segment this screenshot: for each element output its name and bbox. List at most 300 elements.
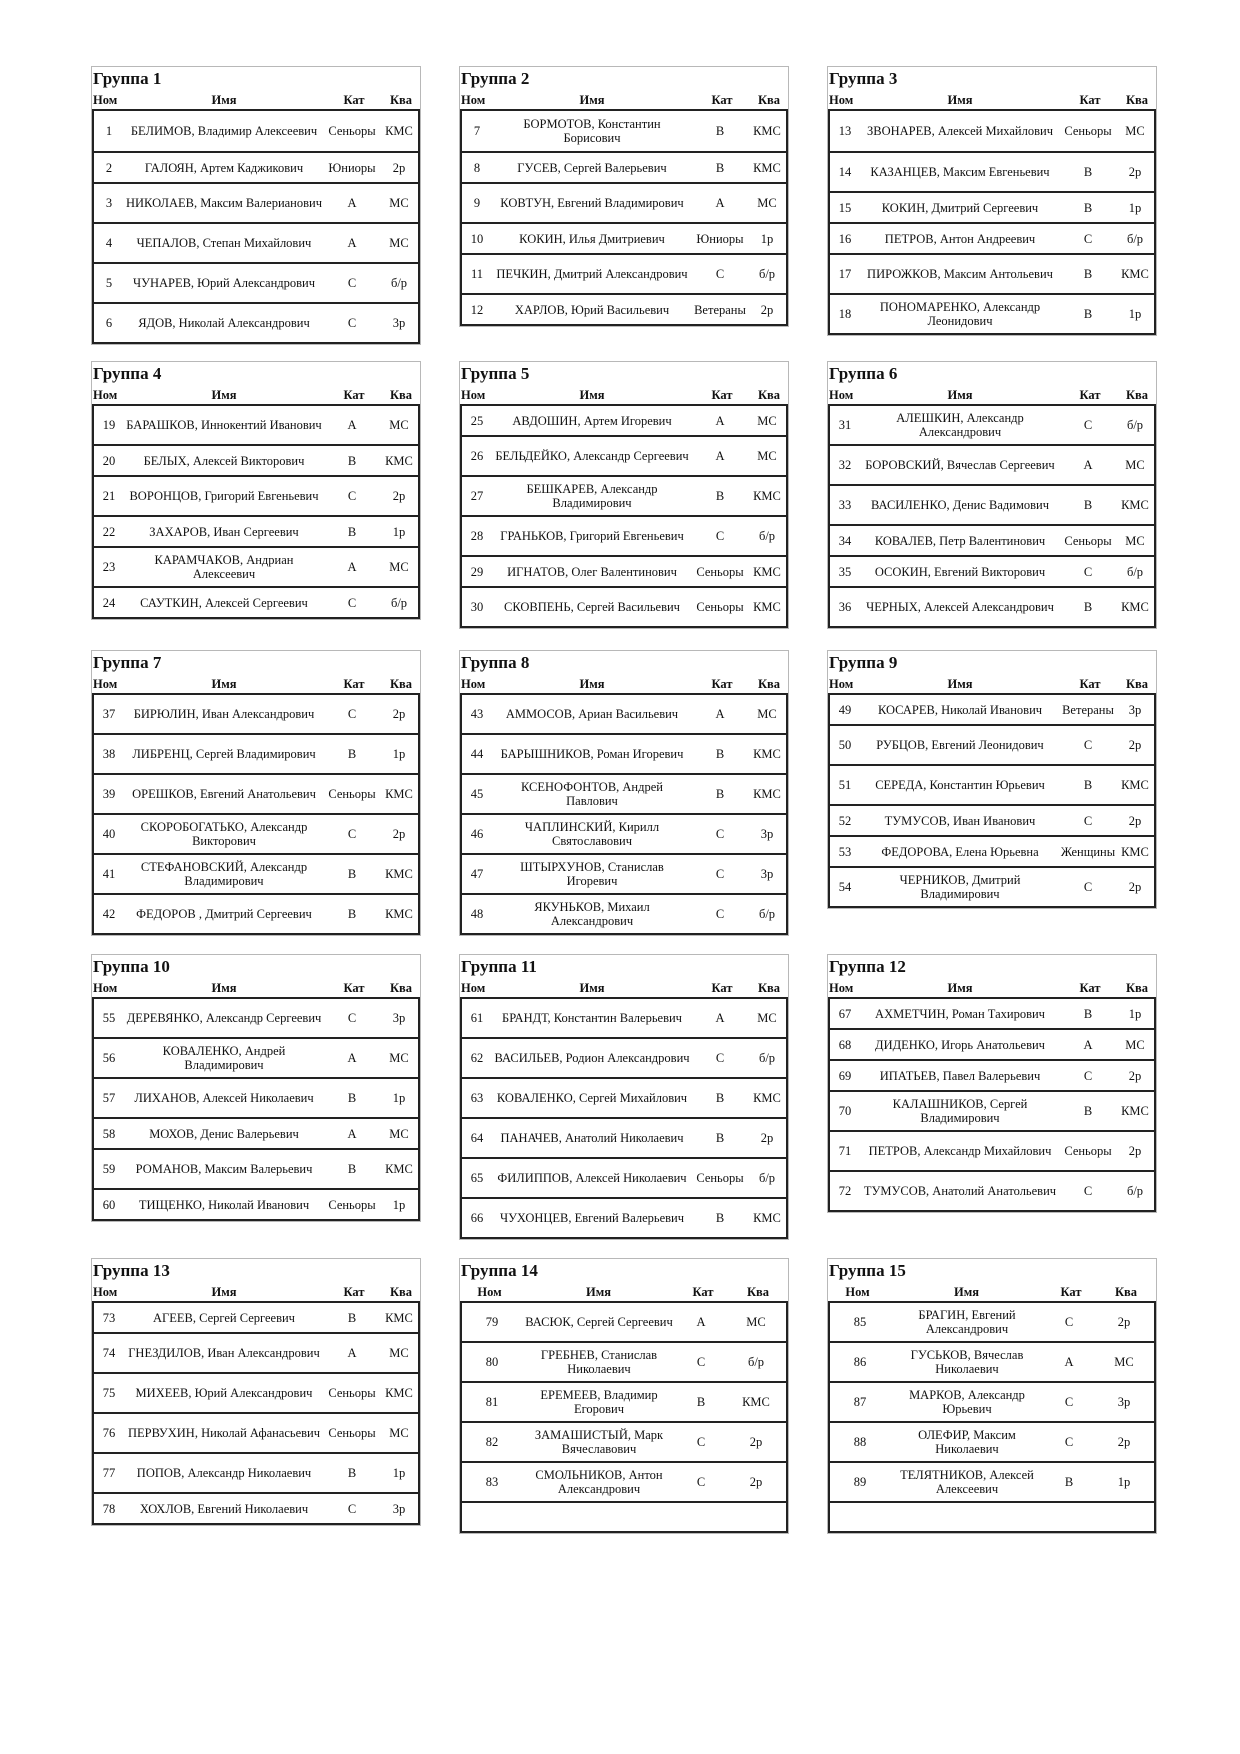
table-body bbox=[460, 999, 788, 1239]
cell-qualification: КМС bbox=[385, 1310, 413, 1325]
cell-name: КОВАЛЕНКО, Сергей Михайлович bbox=[496, 1091, 688, 1105]
table-row bbox=[462, 184, 786, 224]
table-row bbox=[94, 1039, 418, 1079]
table-header bbox=[92, 675, 420, 695]
table-row bbox=[830, 224, 1154, 255]
cell-name: КАЛАШНИКОВ, Сергей Владимирович bbox=[892, 1097, 1028, 1125]
cell-name: ФЕДОРОВА, Елена Юрьевна bbox=[881, 844, 1039, 859]
table-row bbox=[94, 1494, 418, 1525]
table-body bbox=[92, 695, 420, 935]
table-row bbox=[94, 1414, 418, 1454]
cell-name: ЕРЕМЕЕВ, Владимир Егорович bbox=[540, 1388, 658, 1416]
header-num: Ном bbox=[93, 93, 118, 107]
cell-category: А bbox=[1064, 1355, 1074, 1369]
cell-number: 24 bbox=[102, 595, 116, 610]
cell-category: В bbox=[347, 867, 357, 881]
table-row bbox=[462, 999, 786, 1039]
table-row bbox=[94, 1334, 418, 1374]
table-row bbox=[94, 1079, 418, 1119]
header-name: Имя bbox=[579, 981, 605, 995]
cell-name: АВДОШИН, Артем Игоревич bbox=[512, 413, 672, 428]
cell-number: 45 bbox=[470, 787, 484, 801]
header-cat: Кат bbox=[711, 981, 733, 995]
cell-qualification: б/р bbox=[758, 267, 776, 281]
cell-number: 8 bbox=[473, 160, 481, 175]
header-num: Ном bbox=[461, 93, 486, 107]
cell-qualification: 3р bbox=[1128, 702, 1142, 717]
cell-qualification: 2р bbox=[749, 1435, 763, 1449]
cell-category: А bbox=[347, 1051, 357, 1065]
group-title: Группа 12 bbox=[829, 957, 906, 976]
cell-name: ИГНАТОВ, Олег Валентинович bbox=[507, 564, 677, 579]
cell-name: БЕЛИМОВ, Владимир Алексеевич bbox=[130, 124, 318, 138]
cell-number: 75 bbox=[102, 1386, 116, 1400]
cell-name: ПОНОМАРЕНКО, Александр Леонидович bbox=[879, 300, 1041, 328]
table-body bbox=[828, 695, 1156, 908]
cell-category: А bbox=[347, 196, 357, 210]
cell-number: 79 bbox=[485, 1315, 499, 1329]
table-row bbox=[94, 1303, 418, 1334]
header-qua: Ква bbox=[1125, 981, 1149, 995]
cell-name: ВАСЮК, Сергей Сергеевич bbox=[525, 1315, 673, 1329]
cell-name: КОСАРЕВ, Николай Иванович bbox=[877, 702, 1043, 717]
cell-category: Сеньоры bbox=[1064, 124, 1112, 138]
table-header bbox=[460, 1283, 788, 1303]
table-row bbox=[94, 406, 418, 446]
header-cat: Кат bbox=[1060, 1285, 1082, 1299]
header-name: Имя bbox=[586, 1285, 611, 1299]
header-qua: Ква bbox=[757, 388, 781, 402]
cell-qualification: 1р bbox=[1128, 200, 1142, 215]
cell-qualification: КМС bbox=[753, 1091, 781, 1105]
cell-category: Женщины bbox=[1060, 844, 1116, 859]
cell-qualification: б/р bbox=[1126, 1184, 1144, 1198]
header-num: Ном bbox=[93, 1285, 118, 1299]
group-title: Группа 5 bbox=[461, 364, 530, 383]
cell-number: 28 bbox=[470, 529, 484, 543]
cell-category: В bbox=[715, 747, 725, 761]
cell-category: С bbox=[347, 489, 357, 503]
cell-qualification: 1р bbox=[392, 1091, 406, 1105]
cell-qualification: 2р bbox=[1128, 1144, 1142, 1158]
table-row bbox=[462, 406, 786, 437]
cell-category: А bbox=[1083, 1037, 1093, 1052]
cell-category: А bbox=[715, 1011, 725, 1025]
cell-qualification: КМС bbox=[1121, 1104, 1149, 1118]
cell-qualification: МС bbox=[1125, 458, 1145, 472]
table-row bbox=[830, 153, 1154, 193]
cell-qualification: МС bbox=[1125, 124, 1145, 138]
cell-number: 23 bbox=[102, 560, 116, 574]
cell-qualification: КМС bbox=[385, 787, 413, 801]
cell-category: А bbox=[347, 418, 357, 432]
cell-qualification: 2р bbox=[1128, 738, 1142, 752]
table-row bbox=[462, 1119, 786, 1159]
table-body bbox=[92, 999, 420, 1221]
cell-name: ЧАПЛИНСКИЙ, Кирилл Святославович bbox=[524, 820, 660, 848]
cell-name: ИПАТЬЕВ, Павел Валерьевич bbox=[879, 1068, 1041, 1083]
cell-name: СКОРОБОГАТЬКО, Александр Викторович bbox=[140, 820, 308, 848]
cell-qualification: КМС bbox=[753, 600, 781, 614]
cell-qualification: МС bbox=[389, 1126, 409, 1141]
cell-qualification: КМС bbox=[753, 124, 781, 138]
table-row bbox=[94, 735, 418, 775]
cell-category: В bbox=[696, 1395, 706, 1409]
cell-name: КОКИН, Дмитрий Сергеевич bbox=[881, 200, 1039, 215]
cell-qualification: 3р bbox=[392, 1011, 406, 1025]
table-row bbox=[94, 477, 418, 517]
cell-name: ЧУНАРЕВ, Юрий Александрович bbox=[132, 276, 316, 290]
table-row bbox=[830, 1303, 1154, 1343]
table-row bbox=[462, 224, 786, 255]
cell-number: 64 bbox=[470, 1131, 484, 1145]
cell-category: В bbox=[1083, 600, 1093, 614]
cell-category: С bbox=[696, 1475, 706, 1489]
table-row bbox=[462, 588, 786, 628]
header-name: Имя bbox=[947, 93, 973, 107]
cell-number: 49 bbox=[838, 702, 852, 717]
cell-name: ЗАХАРОВ, Иван Сергеевич bbox=[149, 524, 299, 539]
cell-qualification: б/р bbox=[1126, 231, 1144, 246]
header-name: Имя bbox=[579, 677, 605, 691]
cell-category: А bbox=[715, 449, 725, 463]
cell-number: 57 bbox=[102, 1091, 116, 1105]
table-body bbox=[460, 695, 788, 935]
cell-qualification: КМС bbox=[385, 907, 413, 921]
cell-name: ТИЩЕНКО, Николай Иванович bbox=[138, 1197, 310, 1212]
group-title: Группа 3 bbox=[829, 69, 898, 88]
cell-qualification: б/р bbox=[758, 907, 776, 921]
group-table bbox=[827, 361, 1157, 629]
table-row bbox=[830, 999, 1154, 1030]
table-row bbox=[462, 295, 786, 326]
table-body bbox=[460, 1303, 788, 1533]
header-cat: Кат bbox=[343, 93, 365, 107]
cell-number: 86 bbox=[853, 1355, 867, 1369]
cell-qualification: МС bbox=[1125, 1037, 1145, 1052]
cell-number: 81 bbox=[485, 1395, 499, 1409]
cell-number: 77 bbox=[102, 1466, 116, 1480]
cell-number: 65 bbox=[470, 1171, 484, 1185]
cell-name: ХАРЛОВ, Юрий Васильевич bbox=[514, 302, 670, 317]
cell-category: А bbox=[696, 1315, 706, 1329]
cell-qualification: 3р bbox=[392, 1501, 406, 1516]
header-qua: Ква bbox=[389, 93, 413, 107]
cell-name: СМОЛЬНИКОВ, Антон Александрович bbox=[535, 1468, 663, 1496]
cell-category: Сеньоры bbox=[328, 787, 376, 801]
cell-category: С bbox=[347, 707, 357, 721]
cell-number: 34 bbox=[838, 533, 852, 548]
cell-category: С bbox=[347, 1501, 357, 1516]
cell-number: 54 bbox=[838, 880, 852, 894]
header-name: Имя bbox=[211, 388, 237, 402]
table-row bbox=[830, 766, 1154, 806]
cell-number: 27 bbox=[470, 489, 484, 503]
cell-qualification: КМС bbox=[385, 1162, 413, 1176]
cell-number: 52 bbox=[838, 813, 852, 828]
cell-number: 22 bbox=[102, 524, 116, 539]
cell-category: С bbox=[1083, 880, 1093, 894]
cell-number: 43 bbox=[470, 707, 484, 721]
group-title: Группа 8 bbox=[461, 653, 530, 672]
cell-name: АММОСОВ, Ариан Васильевич bbox=[505, 707, 679, 721]
cell-number: 13 bbox=[838, 124, 852, 138]
table-row bbox=[462, 1303, 786, 1343]
table-row bbox=[94, 1454, 418, 1494]
cell-number: 72 bbox=[838, 1184, 852, 1198]
header-num: Ном bbox=[461, 981, 486, 995]
cell-category: В bbox=[347, 1466, 357, 1480]
table-row bbox=[94, 184, 418, 224]
cell-qualification: б/р bbox=[1126, 418, 1144, 432]
cell-name: МОХОВ, Денис Валерьевич bbox=[149, 1126, 299, 1141]
cell-number: 42 bbox=[102, 907, 116, 921]
cell-category: С bbox=[1083, 813, 1093, 828]
cell-category: Сеньоры bbox=[1064, 533, 1112, 548]
cell-number: 73 bbox=[102, 1310, 116, 1325]
cell-number: 53 bbox=[838, 844, 852, 859]
table-row bbox=[830, 1092, 1154, 1132]
table-row bbox=[830, 406, 1154, 446]
table-row bbox=[94, 1150, 418, 1190]
cell-category: В bbox=[347, 1162, 357, 1176]
cell-qualification: КМС bbox=[753, 489, 781, 503]
header-cat: Кат bbox=[343, 981, 365, 995]
cell-qualification: КМС bbox=[385, 867, 413, 881]
cell-number: 78 bbox=[102, 1501, 116, 1516]
group-title: Группа 1 bbox=[93, 69, 162, 88]
cell-name: БЕШКАРЕВ, Александр Владимирович bbox=[526, 482, 658, 510]
cell-category: Сеньоры bbox=[696, 1171, 744, 1185]
table-row bbox=[830, 557, 1154, 588]
group-title: Группа 7 bbox=[93, 653, 162, 672]
cell-name: ДИДЕНКО, Игорь Анатольевич bbox=[875, 1037, 1045, 1052]
cell-number: 6 bbox=[105, 316, 113, 330]
group-title: Группа 10 bbox=[93, 957, 170, 976]
cell-number: 11 bbox=[470, 267, 484, 281]
cell-number: 69 bbox=[838, 1068, 852, 1083]
cell-category: Сеньоры bbox=[328, 1426, 376, 1440]
cell-name: ТЕЛЯТНИКОВ, Алексей Алексеевич bbox=[900, 1468, 1034, 1496]
cell-category: С bbox=[1064, 1435, 1074, 1449]
cell-qualification: КМС bbox=[1121, 844, 1149, 859]
cell-name: КОВТУН, Евгений Владимирович bbox=[500, 196, 684, 210]
table-row bbox=[462, 695, 786, 735]
cell-number: 26 bbox=[470, 449, 484, 463]
cell-qualification: 2р bbox=[1128, 880, 1142, 894]
cell-category: Сеньоры bbox=[328, 124, 376, 138]
cell-category: А bbox=[347, 236, 357, 250]
header-num: Ном bbox=[829, 388, 854, 402]
group-title: Группа 2 bbox=[461, 69, 530, 88]
header-qua: Ква bbox=[389, 677, 413, 691]
cell-number: 80 bbox=[485, 1355, 499, 1369]
cell-category: А bbox=[715, 196, 725, 210]
group-table bbox=[91, 1258, 421, 1526]
cell-category: В bbox=[347, 524, 357, 539]
header-num: Ном bbox=[829, 93, 854, 107]
cell-number: 70 bbox=[838, 1104, 852, 1118]
cell-category: С bbox=[1083, 1184, 1093, 1198]
cell-name: ПЕТРОВ, Александр Михайлович bbox=[868, 1144, 1052, 1158]
cell-name: ФИЛИППОВ, Алексей Николаевич bbox=[497, 1171, 687, 1185]
cell-qualification: 1р bbox=[392, 747, 406, 761]
cell-name: ДЕРЕВЯНКО, Александр Сергеевич bbox=[126, 1011, 322, 1025]
table-row bbox=[94, 304, 418, 344]
cell-name: СКОВПЕНЬ, Сергей Васильевич bbox=[504, 600, 680, 614]
header-name: Имя bbox=[947, 388, 973, 402]
cell-qualification: МС bbox=[1114, 1355, 1134, 1369]
header-name: Имя bbox=[579, 93, 605, 107]
cell-qualification: МС bbox=[389, 196, 409, 210]
cell-qualification: МС bbox=[389, 236, 409, 250]
header-qua: Ква bbox=[389, 388, 413, 402]
header-name: Имя bbox=[579, 388, 605, 402]
cell-number: 18 bbox=[838, 307, 852, 321]
group-title: Группа 11 bbox=[461, 957, 537, 976]
group-table bbox=[459, 361, 789, 629]
cell-name: ГРАНЬКОВ, Григорий Евгеньевич bbox=[500, 529, 684, 543]
cell-category: В bbox=[715, 1091, 725, 1105]
cell-qualification: б/р bbox=[758, 1171, 776, 1185]
cell-number: 51 bbox=[838, 778, 852, 792]
cell-number: 10 bbox=[470, 231, 484, 246]
table-row bbox=[462, 1423, 786, 1463]
cell-number: 56 bbox=[102, 1051, 116, 1065]
cell-qualification: МС bbox=[1125, 533, 1145, 548]
cell-category: С bbox=[715, 907, 725, 921]
cell-number: 25 bbox=[470, 413, 484, 428]
cell-category: С bbox=[715, 827, 725, 841]
header-cat: Кат bbox=[711, 677, 733, 691]
table-body bbox=[828, 111, 1156, 335]
table-row bbox=[830, 695, 1154, 726]
cell-category: В bbox=[347, 453, 357, 468]
cell-qualification: МС bbox=[746, 1315, 766, 1329]
header-cat: Кат bbox=[343, 1285, 365, 1299]
cell-name: ОЛЕФИР, Максим Николаевич bbox=[918, 1428, 1016, 1456]
cell-name: МАРКОВ, Александр Юрьевич bbox=[909, 1388, 1025, 1416]
cell-qualification: КМС bbox=[385, 1386, 413, 1400]
table-row bbox=[462, 153, 786, 184]
cell-category: В bbox=[715, 124, 725, 138]
cell-name: ЛИХАНОВ, Алексей Николаевич bbox=[134, 1091, 314, 1105]
cell-number: 29 bbox=[470, 564, 484, 579]
cell-name: БРАГИН, Евгений Александрович bbox=[918, 1308, 1016, 1336]
cell-number: 35 bbox=[838, 564, 852, 579]
cell-name: АЛЕШКИН, Александр Александрович bbox=[896, 411, 1024, 439]
cell-number: 68 bbox=[838, 1037, 852, 1052]
cell-qualification: б/р bbox=[758, 1051, 776, 1065]
cell-category: Юниоры bbox=[328, 160, 376, 175]
cell-qualification: КМС bbox=[753, 747, 781, 761]
cell-category: С bbox=[715, 1051, 725, 1065]
cell-number: 3 bbox=[105, 196, 113, 210]
group-table bbox=[459, 1258, 789, 1534]
cell-name: БЕЛЫХ, Алексей Викторович bbox=[143, 453, 305, 468]
cell-category: С bbox=[1083, 231, 1093, 246]
table-body bbox=[92, 1303, 420, 1525]
cell-number: 50 bbox=[838, 738, 852, 752]
cell-qualification: 1р bbox=[1128, 307, 1142, 321]
cell-qualification: МС bbox=[757, 196, 777, 210]
header-qua: Ква bbox=[389, 1285, 413, 1299]
table-row bbox=[94, 111, 418, 153]
cell-name: ЗАМАШИСТЫЙ, Марк Вячеславович bbox=[534, 1428, 664, 1456]
cell-name: ШТЫРХУНОВ, Станислав Игоревич bbox=[520, 860, 664, 888]
cell-qualification: МС bbox=[389, 560, 409, 574]
header-qua: Ква bbox=[757, 93, 781, 107]
table-row bbox=[830, 255, 1154, 295]
cell-name: БОРОВСКИЙ, Вячеслав Сергеевич bbox=[865, 458, 1055, 472]
cell-qualification: 2р bbox=[760, 302, 774, 317]
cell-number: 14 bbox=[838, 165, 852, 179]
cell-category: А bbox=[715, 707, 725, 721]
group-table bbox=[459, 954, 789, 1240]
cell-qualification: КМС bbox=[1121, 498, 1149, 512]
cell-name: ГУСЕВ, Сергей Валерьевич bbox=[517, 160, 667, 175]
table-row bbox=[462, 1079, 786, 1119]
cell-category: В bbox=[715, 787, 725, 801]
cell-category: В bbox=[347, 1091, 357, 1105]
cell-category: С bbox=[715, 867, 725, 881]
cell-qualification: 1р bbox=[392, 524, 406, 539]
cell-category: Сеньоры bbox=[328, 1386, 376, 1400]
group-title: Группа 9 bbox=[829, 653, 898, 672]
cell-qualification: КМС bbox=[1121, 600, 1149, 614]
cell-number: 37 bbox=[102, 707, 116, 721]
cell-number: 5 bbox=[105, 276, 113, 290]
group-title: Группа 4 bbox=[93, 364, 162, 383]
cell-name: АГЕЕВ, Сергей Сергеевич bbox=[153, 1310, 295, 1325]
cell-number: 1 bbox=[105, 124, 113, 138]
table-header bbox=[828, 1283, 1156, 1303]
cell-number: 55 bbox=[102, 1011, 116, 1025]
cell-name: РУБЦОВ, Евгений Леонидович bbox=[876, 738, 1044, 752]
header-qua: Ква bbox=[757, 981, 781, 995]
header-num: Ном bbox=[477, 1285, 502, 1299]
table-header bbox=[460, 675, 788, 695]
table-header bbox=[828, 675, 1156, 695]
cell-category: С bbox=[715, 267, 725, 281]
cell-category: С bbox=[347, 827, 357, 841]
cell-qualification: б/р bbox=[747, 1355, 765, 1369]
table-row bbox=[462, 1159, 786, 1199]
table-header bbox=[92, 386, 420, 406]
table-row bbox=[94, 517, 418, 548]
cell-name: ВАСИЛЬЕВ, Родион Александрович bbox=[494, 1051, 690, 1065]
table-header bbox=[460, 386, 788, 406]
cell-number: 9 bbox=[473, 196, 481, 210]
header-cat: Кат bbox=[1079, 93, 1101, 107]
table-header bbox=[828, 386, 1156, 406]
cell-category: В bbox=[1083, 200, 1093, 215]
cell-name: САУТКИН, Алексей Сергеевич bbox=[140, 595, 308, 610]
cell-number: 32 bbox=[838, 458, 852, 472]
table-row bbox=[830, 837, 1154, 868]
header-cat: Кат bbox=[711, 388, 733, 402]
cell-name: КАРАМЧАКОВ, Андриан Алексеевич bbox=[154, 553, 294, 581]
table-row bbox=[830, 295, 1154, 335]
cell-number: 58 bbox=[102, 1126, 116, 1141]
cell-category: С bbox=[1083, 1068, 1093, 1083]
group-table bbox=[827, 1258, 1157, 1534]
cell-qualification: 2р bbox=[749, 1475, 763, 1489]
cell-qualification: МС bbox=[389, 1051, 409, 1065]
cell-category: В bbox=[347, 907, 357, 921]
header-qua: Ква bbox=[1125, 388, 1149, 402]
table-body bbox=[828, 999, 1156, 1212]
